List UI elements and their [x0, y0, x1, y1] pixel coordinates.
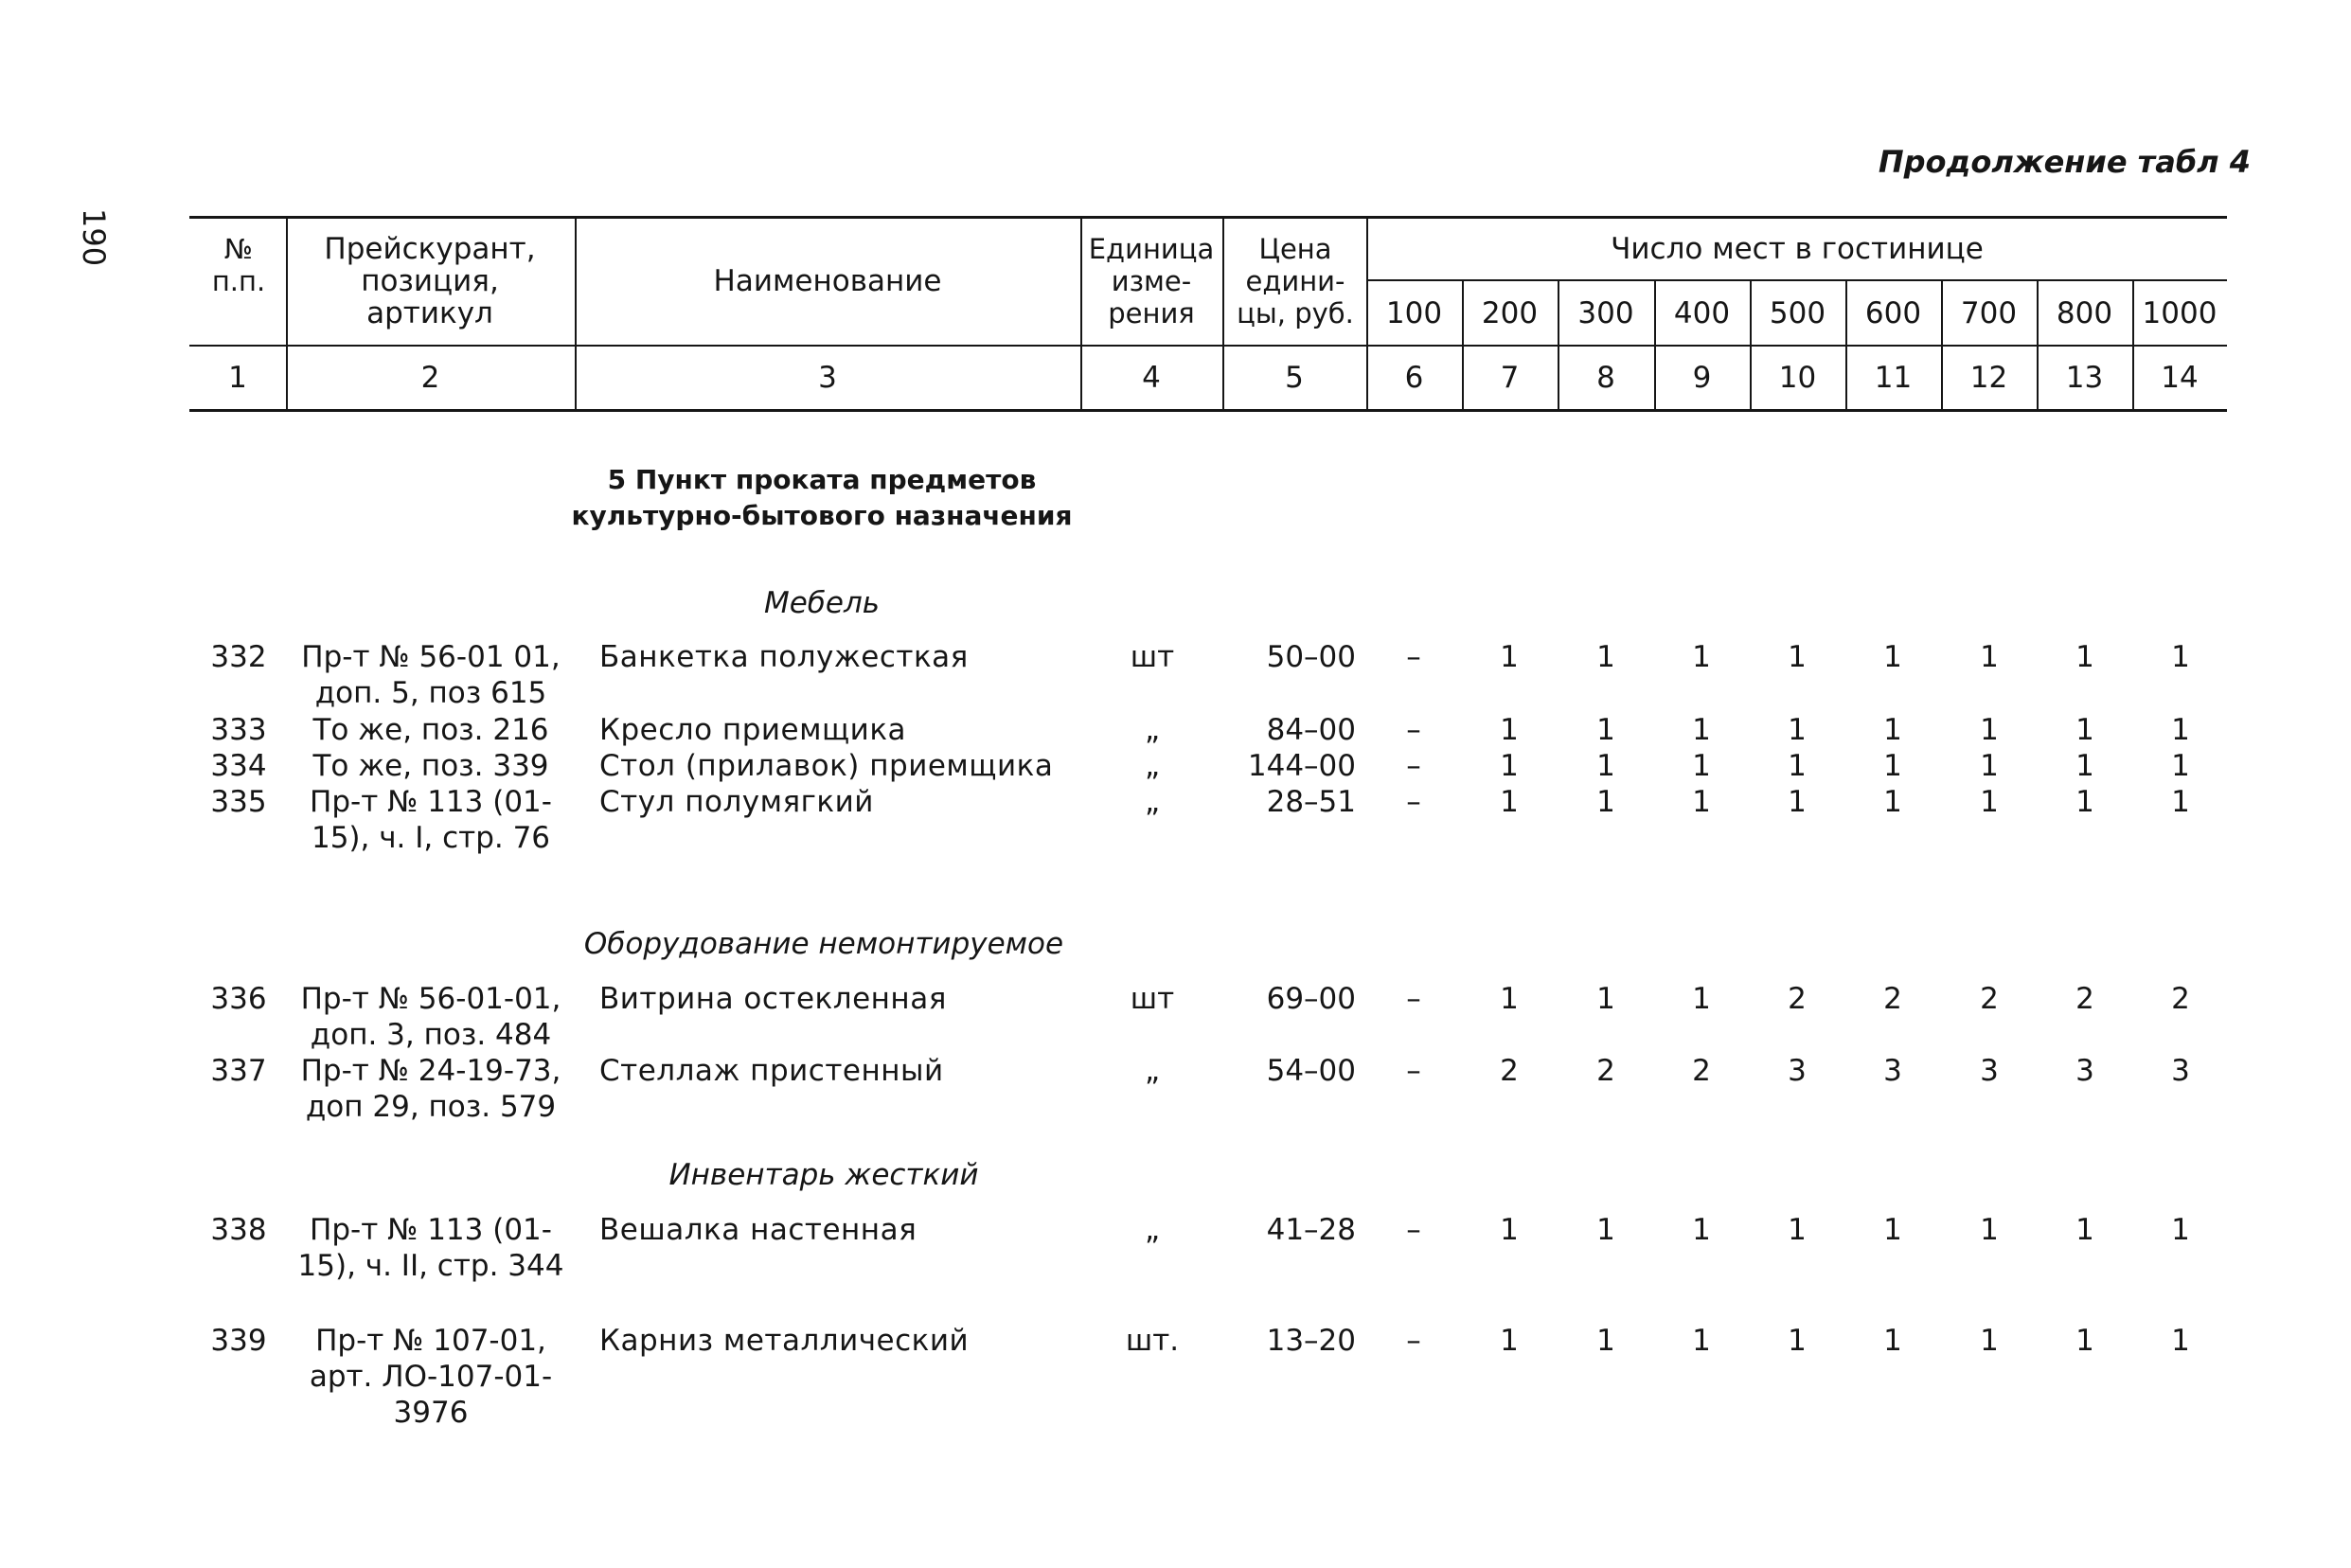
row-quantity: 1 [2171, 640, 2190, 674]
row-number: 335 [210, 785, 267, 819]
row-quantity: 1 [1980, 749, 1999, 783]
row-number: 333 [210, 713, 267, 747]
row-price: 50–00 [1266, 640, 1356, 674]
row-pricelist-ref: Пр-т № 56-01 01, доп. 5, поз 615 [301, 640, 561, 710]
row-item-name: Вешалка настенная [599, 1213, 917, 1247]
row-quantity: 1 [1788, 749, 1807, 783]
header-unit: Единица изме- рения [1088, 233, 1215, 330]
row-number: 336 [210, 982, 267, 1016]
row-quantity: 1 [1596, 713, 1615, 747]
row-pricelist-ref: Пр-т № 113 (01-15), ч. I, стр. 76 [310, 785, 552, 855]
capacity-header-cell: 800 [2056, 296, 2113, 330]
row-quantity: 1 [1596, 640, 1615, 674]
row-number: 332 [210, 640, 267, 674]
row-price: 41–28 [1266, 1213, 1356, 1247]
row-quantity: 1 [1883, 713, 1902, 747]
row-quantity: 1 [1500, 640, 1519, 674]
row-quantity: 1 [1692, 749, 1711, 783]
column-number-cell: 12 [1969, 361, 2008, 395]
capacity-header-cell: 1000 [2142, 296, 2217, 330]
row-unit: „ [1144, 713, 1161, 747]
row-quantity: 1 [1596, 1324, 1615, 1358]
row-quantity: 1 [1788, 713, 1807, 747]
row-quantity: 1 [1980, 640, 1999, 674]
header-mid-rule [189, 345, 2227, 347]
row-quantity: 1 [1883, 1324, 1902, 1358]
subsection-title: Оборудование немонтируемое [583, 927, 1064, 961]
row-quantity: – [1406, 785, 1421, 819]
row-quantity: 3 [2171, 1054, 2190, 1088]
row-number: 334 [210, 749, 267, 783]
subsection-title: Инвентарь жесткий [668, 1158, 979, 1192]
row-item-name: Стол (прилавок) приемщика [599, 749, 1054, 783]
column-number-cell: 11 [1874, 361, 1913, 395]
row-quantity: 1 [1500, 1324, 1519, 1358]
subsection-title: Мебель [763, 586, 881, 620]
row-quantity: – [1406, 1324, 1421, 1358]
header-top-rule [189, 216, 2227, 219]
row-quantity: 3 [2075, 1054, 2094, 1088]
row-quantity: 1 [1500, 713, 1519, 747]
row-quantity: 1 [1596, 982, 1615, 1016]
row-quantity: 1 [2075, 749, 2094, 783]
row-quantity: 3 [1980, 1054, 1999, 1088]
column-number-cell: 7 [1500, 361, 1520, 395]
continuation-title: Продолжение табл 4 [1878, 144, 2251, 180]
row-quantity: 1 [1596, 1213, 1615, 1247]
row-quantity: 1 [1500, 785, 1519, 819]
row-price: 144–00 [1247, 749, 1356, 783]
row-number: 338 [210, 1213, 267, 1247]
row-item-name: Витрина остекленная [599, 982, 947, 1016]
capacity-header-cell: 200 [1481, 296, 1539, 330]
column-number-cell: 4 [1142, 361, 1161, 395]
section-title: 5 Пункт проката предметов культурно-бытового назначения [571, 464, 1073, 531]
header-capacity-group: Число мест в гостинице [1611, 232, 1984, 266]
row-unit: „ [1144, 1213, 1161, 1247]
row-quantity: 1 [1883, 1213, 1902, 1247]
row-pricelist-ref: То же, поз. 216 [312, 713, 549, 747]
row-quantity: 1 [1883, 785, 1902, 819]
row-quantity: 1 [1596, 785, 1615, 819]
row-unit: шт [1130, 982, 1175, 1016]
row-quantity: – [1406, 1054, 1421, 1088]
row-quantity: 1 [1788, 785, 1807, 819]
column-number-cell: 6 [1404, 361, 1424, 395]
row-pricelist-ref: Пр-т № 24-19-73, доп 29, поз. 579 [300, 1054, 561, 1124]
row-quantity: – [1406, 1213, 1421, 1247]
column-number-cell: 3 [818, 361, 837, 395]
row-quantity: 1 [2075, 640, 2094, 674]
row-price: 28–51 [1266, 785, 1356, 819]
row-quantity: – [1406, 640, 1421, 674]
column-number-cell: 14 [2161, 361, 2199, 395]
row-quantity: 1 [1692, 1213, 1711, 1247]
row-price: 13–20 [1266, 1324, 1356, 1358]
row-quantity: 1 [1692, 1324, 1711, 1358]
row-quantity: 2 [1500, 1054, 1519, 1088]
row-quantity: 2 [1692, 1054, 1711, 1088]
row-pricelist-ref: То же, поз. 339 [312, 749, 549, 783]
row-quantity: 2 [2075, 982, 2094, 1016]
column-number-cell: 1 [228, 361, 247, 395]
row-price: 54–00 [1266, 1054, 1356, 1088]
row-quantity: 1 [1500, 749, 1519, 783]
column-number-cell: 2 [420, 361, 440, 395]
row-quantity: 1 [1980, 1213, 1999, 1247]
row-quantity: 1 [1692, 785, 1711, 819]
row-quantity: 1 [1883, 749, 1902, 783]
row-quantity: – [1406, 749, 1421, 783]
row-quantity: 1 [1788, 640, 1807, 674]
row-number: 339 [210, 1324, 267, 1358]
row-item-name: Стеллаж пристенный [599, 1054, 944, 1088]
row-quantity: 1 [1883, 640, 1902, 674]
row-unit: шт [1130, 640, 1175, 674]
header-name: Наименование [713, 264, 942, 298]
row-price: 84–00 [1266, 713, 1356, 747]
row-pricelist-ref: Пр-т № 56-01-01, доп. 3, поз. 484 [300, 982, 561, 1052]
capacity-header-cell: 300 [1577, 296, 1634, 330]
row-quantity: 2 [1788, 982, 1807, 1016]
column-number-cell: 5 [1285, 361, 1304, 395]
capacity-header-cell: 700 [1960, 296, 2018, 330]
row-quantity: 1 [1788, 1213, 1807, 1247]
row-quantity: 2 [1883, 982, 1902, 1016]
row-item-name: Кресло приемщика [599, 713, 907, 747]
row-number: 337 [210, 1054, 267, 1088]
row-item-name: Банкетка полужесткая [599, 640, 969, 674]
column-number-cell: 9 [1692, 361, 1712, 395]
row-quantity: 2 [1980, 982, 1999, 1016]
row-quantity: 1 [2075, 1324, 2094, 1358]
row-unit: шт. [1125, 1324, 1180, 1358]
row-quantity: 1 [2075, 785, 2094, 819]
row-quantity: 1 [1980, 1324, 1999, 1358]
header-bottom-rule [189, 409, 2227, 412]
row-quantity: 1 [2171, 1324, 2190, 1358]
row-quantity: 1 [2171, 785, 2190, 819]
row-quantity: 1 [1692, 713, 1711, 747]
row-quantity: 3 [1883, 1054, 1902, 1088]
row-quantity: 1 [1500, 1213, 1519, 1247]
capacity-header-cell: 500 [1769, 296, 1826, 330]
row-quantity: 1 [1692, 982, 1711, 1016]
header-pricelist: Прейскурант, позиция, артикул [324, 232, 536, 330]
row-quantity: 1 [2171, 713, 2190, 747]
capacity-header-cell: 100 [1385, 296, 1443, 330]
row-item-name: Стул полумягкий [599, 785, 874, 819]
row-quantity: 2 [1596, 1054, 1615, 1088]
capacity-header-cell: 400 [1673, 296, 1731, 330]
row-quantity: 1 [1692, 640, 1711, 674]
row-pricelist-ref: Пр-т № 107-01, арт. ЛО-107-01-3976 [309, 1324, 553, 1430]
row-pricelist-ref: Пр-т № 113 (01-15), ч. II, стр. 344 [297, 1213, 564, 1283]
row-quantity: – [1406, 982, 1421, 1016]
column-number-cell: 10 [1778, 361, 1817, 395]
row-quantity: 1 [2171, 749, 2190, 783]
row-unit: „ [1144, 785, 1161, 819]
row-quantity: 2 [2171, 982, 2190, 1016]
row-quantity: 1 [1788, 1324, 1807, 1358]
row-quantity: 1 [1980, 785, 1999, 819]
row-quantity: 1 [1596, 749, 1615, 783]
capacity-header-cell: 600 [1864, 296, 1922, 330]
column-number-cell: 8 [1596, 361, 1615, 395]
row-quantity: 1 [1500, 982, 1519, 1016]
header-price: Цена едини- цы, руб. [1237, 233, 1354, 330]
row-unit: „ [1144, 1054, 1161, 1088]
group-header-rule [1366, 279, 2227, 281]
row-quantity: 1 [1980, 713, 1999, 747]
row-unit: „ [1144, 749, 1161, 783]
header-number: № п.п. [211, 233, 266, 297]
row-quantity: 3 [1788, 1054, 1807, 1088]
row-quantity: 1 [2075, 1213, 2094, 1247]
row-price: 69–00 [1266, 982, 1356, 1016]
row-quantity: 1 [2171, 1213, 2190, 1247]
row-quantity: – [1406, 713, 1421, 747]
column-number-cell: 13 [2065, 361, 2104, 395]
page-number: 190 [76, 208, 112, 267]
row-quantity: 1 [2075, 713, 2094, 747]
row-item-name: Карниз металлический [599, 1324, 970, 1358]
